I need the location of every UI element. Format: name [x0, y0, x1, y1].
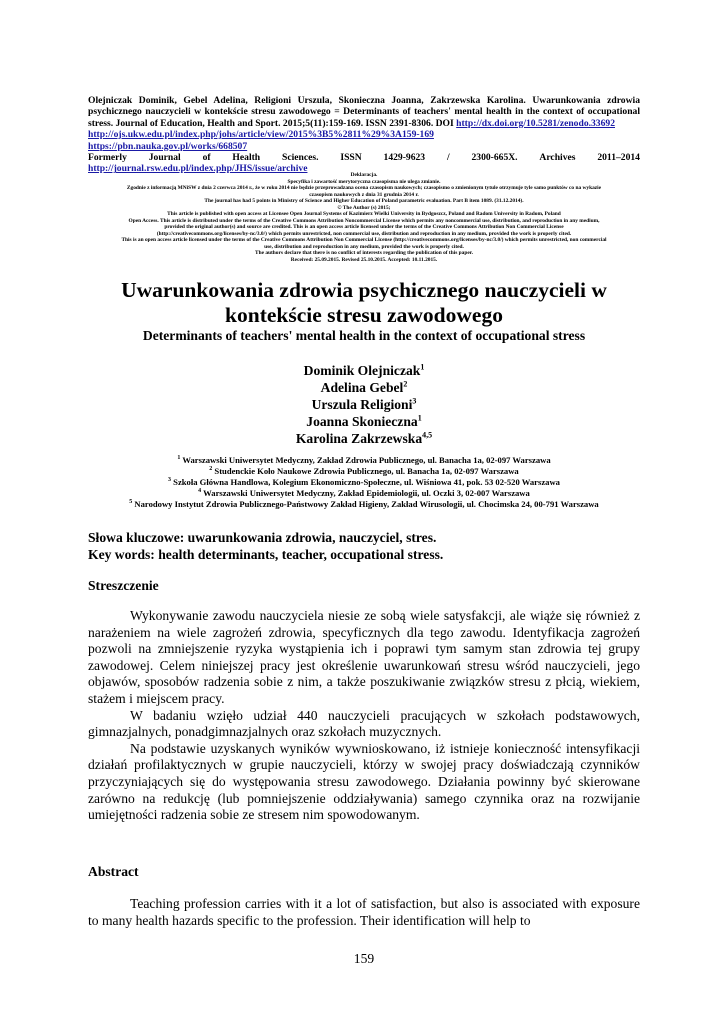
author-sup: 1: [420, 362, 425, 372]
affiliation-text: Szkoła Główna Handlowa, Kolegium Ekonomiczno-Społeczne, ul. Wiśniowa 41, pok. 53 02-520 Warszawa: [171, 477, 560, 487]
title-line: kontekście stresu zawodowego: [225, 303, 503, 327]
citation-text: Olejniczak Dominik, Gebel Adelina, Religioni Urszula, Skonieczna Joanna, Zakrzewska Karolina. Uwarunkowania zdrowia psychicznego nauczycieli w kontekście stresu zawodowego = Determinants of teachers' mental health in the context of occupational stress. Journal of Education, Health and Sport. 2015;5(11):159-169. ISSN 2391-8306. DOI: [88, 95, 640, 129]
formerly-word: 2011–2014: [597, 152, 640, 164]
paragraph: Wykonywanie zawodu nauczyciela niesie ze sobą wiele satysfakcji, ale wiąże się również z narażeniem na wiele zagrożeń zdrowia, specyficznych dla tego zawodu. Identyfikacja zagrożeń pozwoli na zmniejszenie ryzyka wystąpienia ich i poprawi tym samym stan zdrowia tej grupy zawodowej. Celem niniejszej pracy jest określenie uwarunkowań stresu wśród nauczycieli, jego objawów, sposobów radzenia sobie z nim, a także poszukiwanie związków stresu z płcią, wiekiem, stażem i miejscem pracy.: [88, 608, 640, 706]
declaration-line: Zgodnie z informacją MNiSW z dnia 2 czerwca 2014 r., że w roku 2014 nie będzie przeprowadzana ocena czasopism naukowych; czasopismo o zmienionym tytule otrzymuje tyle samo punktów co na wykazie: [126, 185, 602, 191]
keywords-pl: Słowa kluczowe: uwarunkowania zdrowia, nauczyciel, stres.: [88, 530, 437, 545]
author: [88, 379, 640, 396]
affiliation-text: Warszawski Uniwersytet Medyczny, Zakład Zdrowia Publicznego, ul. Banacha 1a, 02-097 Warszawa: [180, 455, 551, 465]
declaration-line: The journal has had 5 points in Ministry of Science and Higher Education of Poland parametric evaluation. Part B item 1089. (31.12.2014).: [204, 198, 524, 204]
declaration-block: [58, 172, 670, 263]
paragraph: Na podstawie uzyskanych wyników wywnioskowano, iż istnieje konieczność intensyfikacji działań profilaktycznych w grupie nauczycieli, którzy w swojej pracy doświadczają czynników przyczyniających się do występowania stresu zawodowego. Działania powinny być skierowane zarówno na redukcję (lub pomniejszenie oddziaływania) samego czynnika oraz na rozwijanie umiejętności radzenia sobie ze stresem nim spowodowanym.: [88, 740, 640, 823]
affiliation: [78, 477, 650, 488]
declaration-line: Deklaracja.: [350, 172, 378, 178]
formerly-word: Formerly: [88, 152, 127, 164]
paragraph: W badaniu wzięło udział 440 nauczycieli pracujących w szkołach podstawowych, gimnazjalnych, ponadgimnazjalnych oraz szkołach muzycznych.: [88, 707, 640, 740]
abstract-heading: Abstract: [88, 864, 139, 879]
paragraph: Teaching profession carries with it a lot of satisfaction, but also is associated with exposure to many health hazards specific to the profession. Their identification will help to: [88, 896, 640, 928]
formerly-word: /: [446, 152, 450, 164]
citation-block: [88, 95, 640, 175]
affiliation-list: [78, 455, 650, 510]
keywords-en: Key words: health determinants, teacher, occupational stress.: [88, 547, 444, 562]
author: [88, 413, 640, 430]
author-list: [88, 362, 640, 447]
affiliation-sup: 1: [177, 455, 181, 462]
archive-link[interactable]: http://journal.rsw.edu.pl/index.php/JHS/issue/archive: [88, 163, 308, 175]
affiliation-sup: 3: [168, 477, 172, 484]
affiliation-sup: 4: [198, 488, 202, 495]
declaration-line: czasopism naukowych z dnia 31 grudnia 2014 r.: [309, 191, 419, 198]
declaration-line: (http://creativecommons.org/licenses/by-nc/3.0/) which permits unrestricted, non commercial use, distribution and reproduction in any medium, provided the work is properly cited.: [156, 230, 572, 237]
declaration-line: Received: 25.09.2015. Revised 25.10.2015. Accepted: 10.11.2015.: [290, 256, 438, 263]
pbn-link[interactable]: https://pbn.nauka.gov.pl/works/668507: [88, 140, 248, 152]
streszczenie-heading: Streszczenie: [88, 578, 159, 593]
declaration-line: provided the original author(s) and source are credited. This is an open access article licensed under the terms of the Creative Commons Attribution Non Commercial License: [164, 224, 564, 230]
author-name: Karolina Zakrzewska: [295, 431, 423, 446]
affiliation-text: Studenckie Koło Naukowe Zdrowia Publicznego, ul. Banacha 1a, 02-097 Warszawa: [212, 466, 519, 476]
declaration-line: This article is published with open access at Licensee Open Journal Systems of Kazimierz Wielki University in Bydgoszcz, Poland and Radom University in Radom, Poland: [167, 211, 561, 217]
paper-subtitle: Determinants of teachers' mental health in the context of occupational stress: [142, 328, 586, 343]
affiliation: [78, 499, 650, 510]
author-sup: 2: [403, 379, 408, 389]
streszczenie-body: [88, 608, 640, 824]
author: [88, 396, 640, 413]
affiliation-sup: 5: [129, 499, 133, 506]
declaration-line: Open Access. This article is distributed under the terms of the Creative Commons Attribution Noncommercial License which permits any noncommercial use, distribution, and reproduction in any medium,: [128, 217, 600, 224]
formerly-word: of: [202, 152, 211, 164]
paper-title: [88, 278, 640, 328]
affiliation-text: Warszawski Uniwersytet Medyczny, Zakład Epidemiologii, ul. Oczki 3, 02-007 Warszawa: [201, 488, 530, 498]
declaration-line: The authors declare that there is no conflict of interests regarding the publication of this paper.: [254, 250, 474, 256]
formerly-word: Health: [232, 152, 261, 164]
doi-link[interactable]: http://dx.doi.org/10.5281/zenodo.33692: [456, 117, 615, 129]
author: [88, 362, 640, 379]
declaration-line: use, distribution and reproduction in any medium, provided the work is properly cited.: [264, 243, 464, 250]
abstract-body: [88, 896, 640, 929]
formerly-word: 2300-665X.: [471, 152, 518, 164]
ojs-link[interactable]: http://ojs.ukw.edu.pl/index.php/johs/article/view/2015%3B5%2811%29%3A159-169: [88, 129, 434, 141]
author-sup: 4,5: [422, 430, 433, 440]
formerly-word: ISSN: [340, 152, 362, 164]
formerly-word: Journal: [148, 152, 181, 164]
page-number: 159: [353, 951, 375, 966]
affiliation-text: Narodowy Instytut Zdrowia Publicznego-Państwowy Zakład Higieny, Zakład Wirusologii, ul. Chocimska 24, 00-791 Warszawa: [132, 499, 599, 509]
affiliation-sup: 2: [209, 466, 213, 473]
declaration-line: Specyfika i zawartość merytoryczna czasopisma nie ulega zmianie.: [287, 178, 441, 185]
title-line: Uwarunkowania zdrowia psychicznego nauczycieli w: [121, 278, 607, 302]
author-sup: 3: [412, 396, 417, 406]
formerly-word: Sciences.: [281, 152, 319, 164]
author-name: Joanna Skonieczna: [306, 414, 418, 429]
affiliation: [78, 466, 650, 477]
author: [88, 430, 640, 447]
affiliation: [78, 455, 650, 466]
formerly-word: 1429-9623: [383, 152, 426, 164]
declaration-line: This is an open access article licensed under the terms of the Creative Commons Attribution Non Commercial License (http://creativecommons.org/licenses/by-nc/3.0/) which permits unrestricted, non commercial: [121, 237, 607, 243]
author-name: Dominik Olejniczak: [303, 363, 421, 378]
author-sup: 1: [417, 413, 422, 423]
keywords-block: [88, 529, 640, 563]
author-name: Adelina Gebel: [320, 380, 404, 395]
author-name: Urszula Religioni: [311, 397, 413, 412]
declaration-line: © The Author (s) 2015;: [337, 204, 391, 211]
formerly-row: [88, 152, 640, 163]
affiliation: [78, 488, 650, 499]
formerly-word: Archives: [539, 152, 576, 164]
